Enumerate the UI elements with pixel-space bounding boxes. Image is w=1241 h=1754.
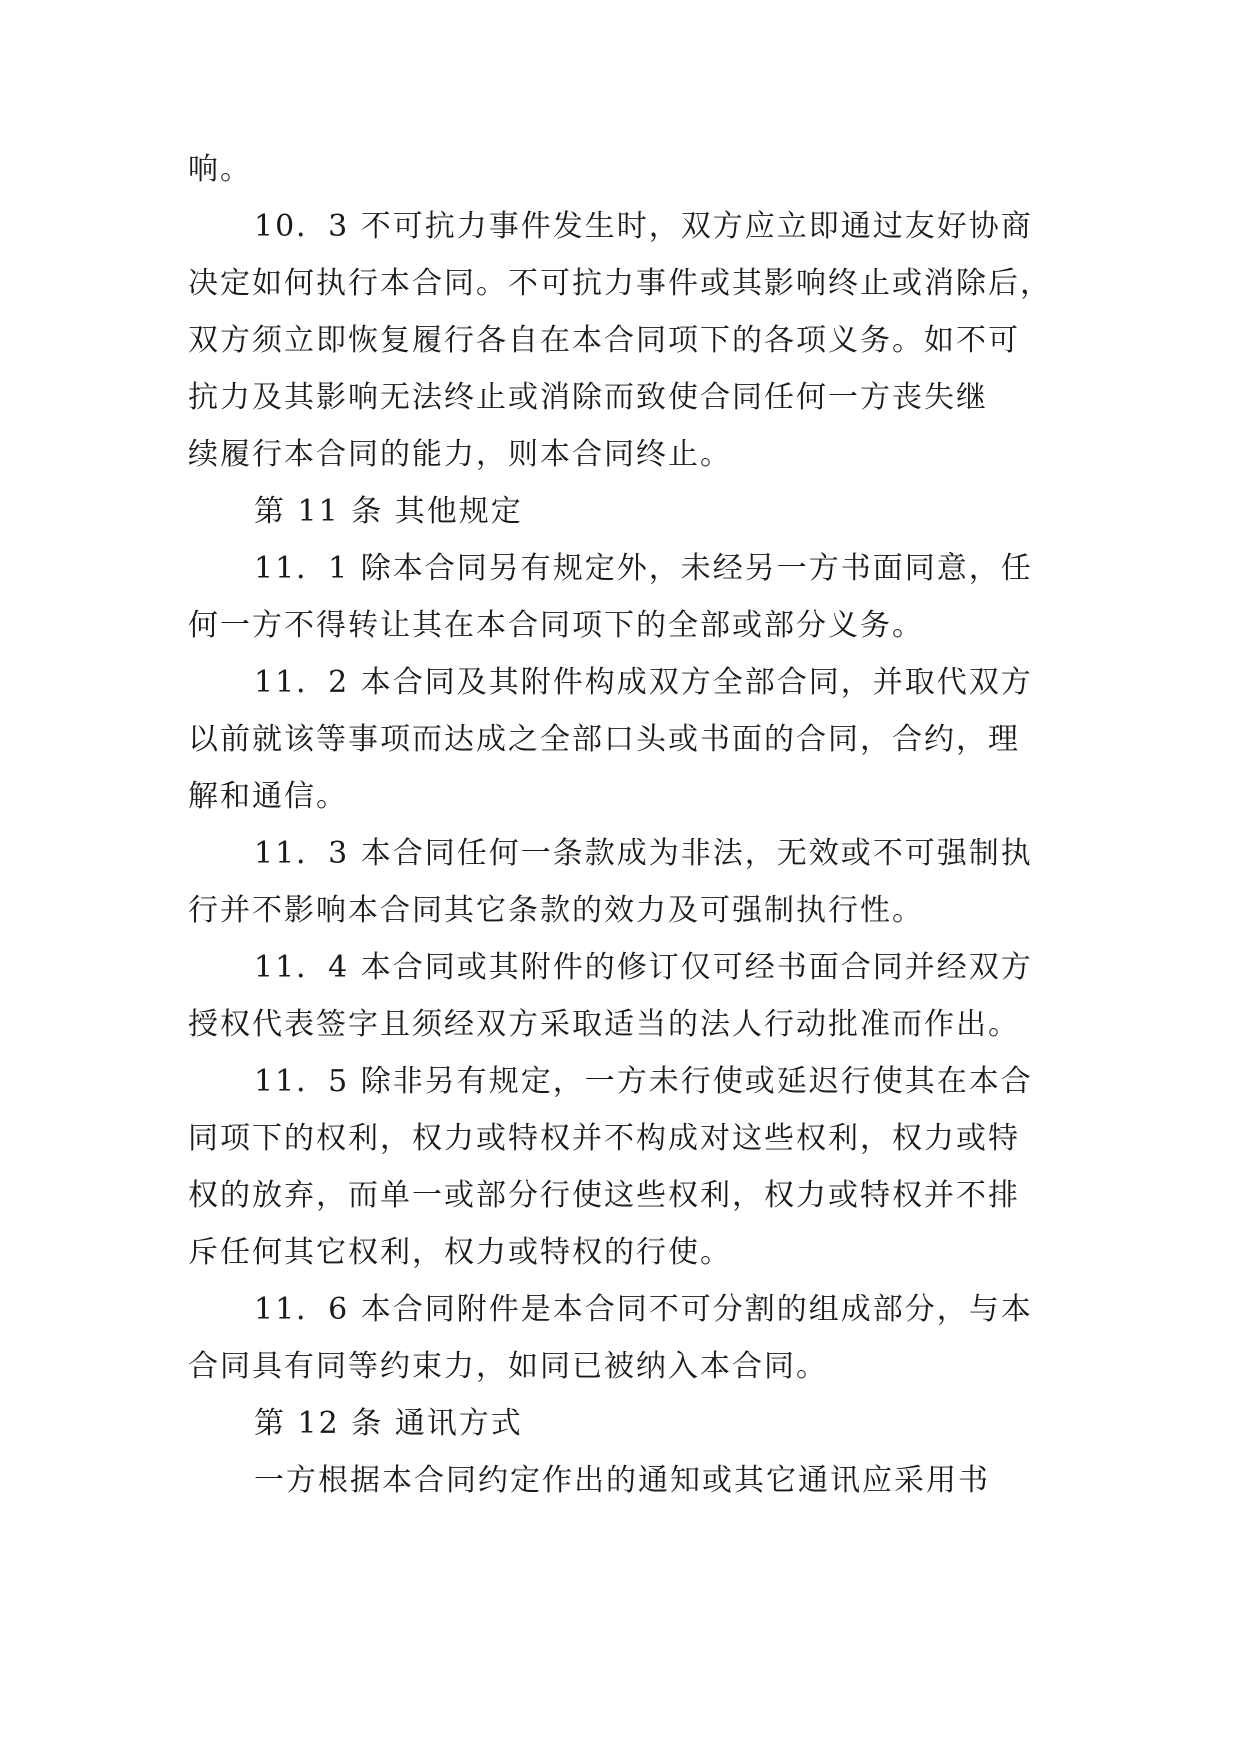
text-line: 双方须立即恢复履行各自在本合同项下的各项义务。如不可 — [188, 323, 1020, 358]
text-line: 11．2 本合同及其附件构成双方全部合同，并取代双方 — [254, 665, 1033, 700]
text-line: 一方根据本合同约定作出的通知或其它通讯应采用书 — [254, 1463, 990, 1498]
text-line: 合同具有同等约束力，如同已被纳入本合同。 — [188, 1349, 828, 1384]
text-line: 响。 — [188, 152, 252, 187]
text-line: 行并不影响本合同其它条款的效力及可强制执行性。 — [188, 893, 924, 928]
text-line: 11．5 除非另有规定，一方未行使或延迟行使其在本合 — [254, 1064, 1033, 1099]
text-line: 决定如何执行本合同。不可抗力事件或其影响终止或消除后， — [188, 266, 1052, 301]
text-line: 权的放弃，而单一或部分行使这些权利，权力或特权并不排 — [188, 1178, 1020, 1213]
text-line: 授权代表签字且须经双方采取适当的法人行动批准而作出。 — [188, 1007, 1020, 1042]
text-line: 解和通信。 — [188, 779, 348, 814]
text-line: 续履行本合同的能力，则本合同终止。 — [188, 437, 732, 472]
text-line: 同项下的权利，权力或特权并不构成对这些权利，权力或特 — [188, 1121, 1020, 1156]
text-line: 10．3 不可抗力事件发生时，双方应立即通过友好协商 — [254, 209, 1033, 244]
section-heading: 第 11 条 其他规定 — [254, 494, 523, 529]
text-line: 11．4 本合同或其附件的修订仅可经书面合同并经双方 — [254, 950, 1033, 985]
text-line: 以前就该等事项而达成之全部口头或书面的合同，合约，理 — [188, 722, 1020, 757]
section-heading: 第 12 条 通讯方式 — [254, 1406, 523, 1441]
text-line: 11．6 本合同附件是本合同不可分割的组成部分，与本 — [254, 1292, 1033, 1327]
text-line: 何一方不得转让其在本合同项下的全部或部分义务。 — [188, 608, 924, 643]
text-line: 抗力及其影响无法终止或消除而致使合同任何一方丧失继 — [188, 380, 988, 415]
text-line: 11．3 本合同任何一条款成为非法，无效或不可强制执 — [254, 836, 1033, 871]
text-line: 斥任何其它权利，权力或特权的行使。 — [188, 1235, 732, 1270]
text-line: 11．1 除本合同另有规定外，未经另一方书面同意，任 — [254, 551, 1033, 586]
